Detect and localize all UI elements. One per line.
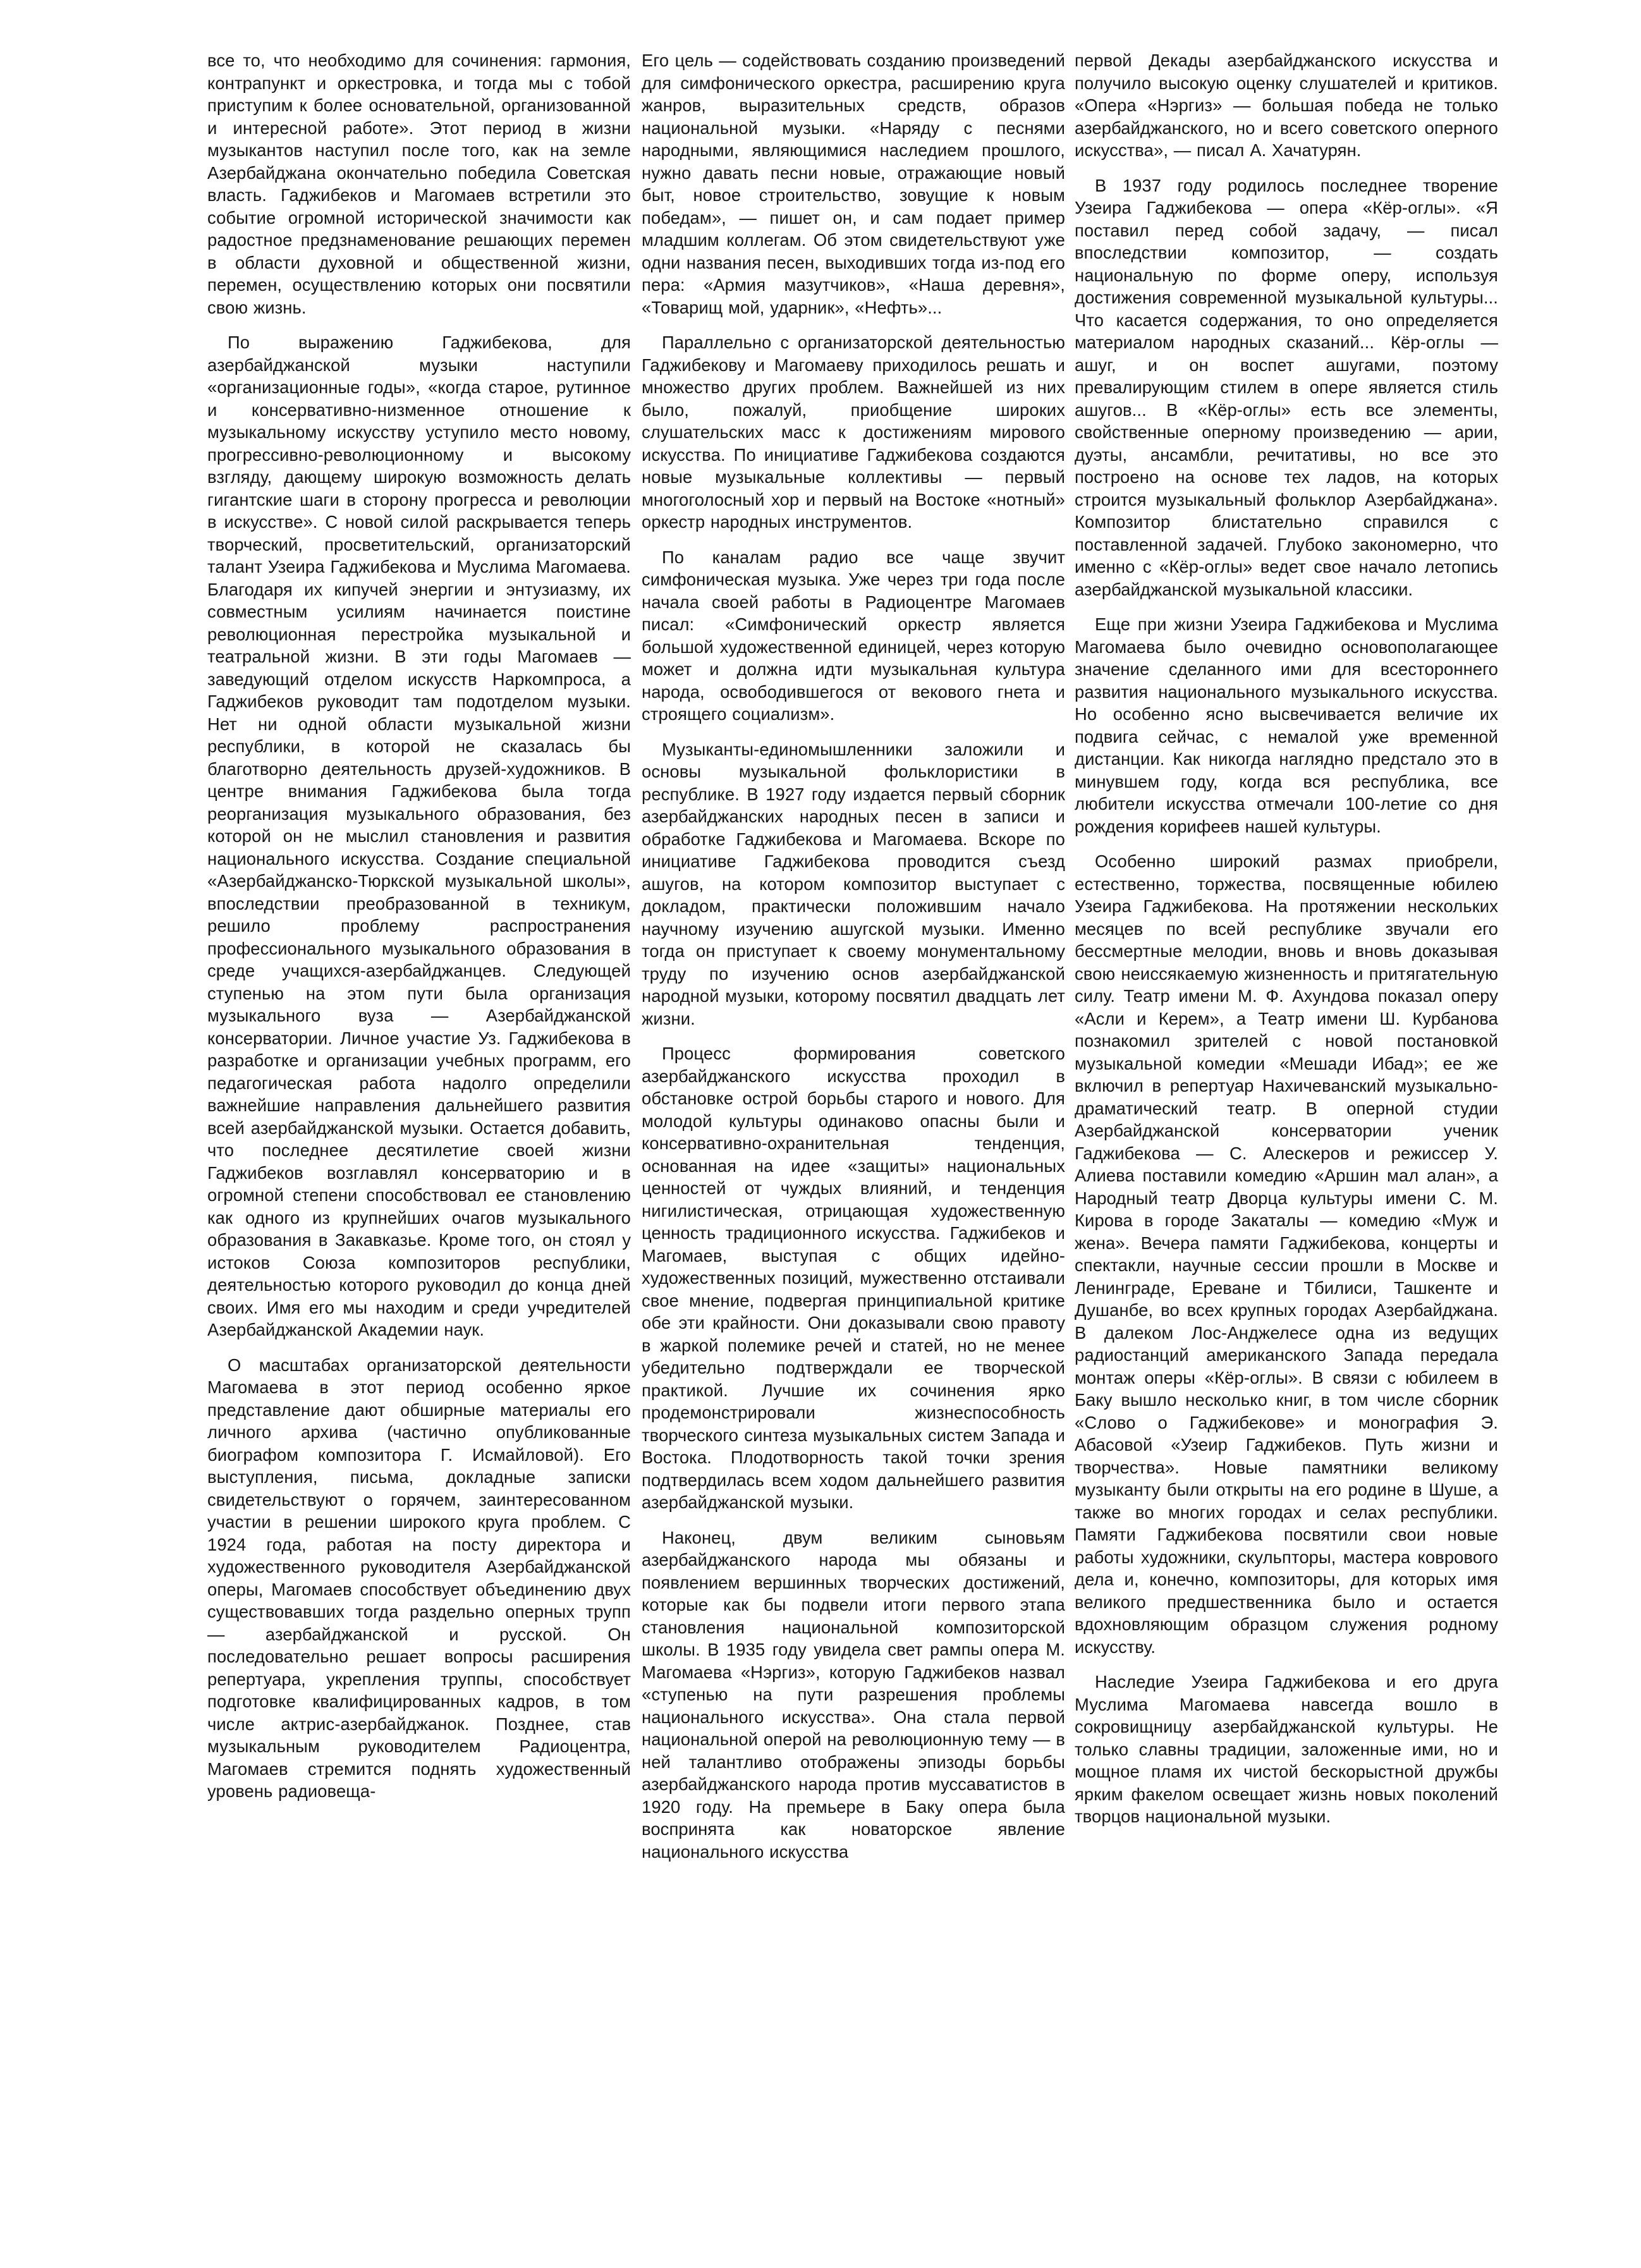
paragraph: По каналам радио все чаще звучит симфоническая музыка. Уже через три года после начала своей работы в Радиоцентре Магомаев писал: «Симфонический оркестр является большой художественной единицей, через которую может и должна идти музыкальная культура народа, освободившегося от векового гнета и строящего социализм».	[642, 547, 1065, 724]
paragraph: Наконец, двум великим сыновьям азербайджанского народа мы обязаны и появлением вершинных творческих достижений, которые как бы подвели итоги первого этапа становления национальной композиторской школы. В 1935 году увидела свет рампы опера М. Магомаева «Нэргиз», которую Гаджибеков назвал «ступенью на пути разрешения проблемы национального искусства». Она стала первой национальной оперой на революционную тему — в ней талантливо отображены эпизоды борьбы азербайджанского народа против муссаватистов в 1920 году. На премьере в Баку опера была воспринята как новаторское явление национального искусства	[642, 1527, 1065, 1862]
paragraph: Наследие Узеира Гаджибекова и его друга Муслима Магомаева навсегда вошло в сокровищницу азербайджанской культуры. Не только славны традиции, заложенные ими, но и мощное пламя их чистой бескорыстной дружбы ярким факелом освещает жизнь новых поколений творцов национальной музыки.	[1075, 1672, 1498, 1826]
paragraph: все то, что необходимо для сочинения: гармония, контрапункт и оркестровка, и тогда мы с тобой приступим к более основательной, организованной и интересной работе». Этот период в жизни музыкантов наступил после того, как на земле Азербайджана окончательно победила Советская власть. Гаджибеков и Магомаев встретили это событие огромной исторической значимости как радостное предзнаменование решающих перемен в области духовной и общественной жизни, перемен, осуществлению которых они посвятили свою жизнь.	[207, 51, 631, 317]
paragraph: В 1937 году родилось последнее творение Узеира Гаджибекова — опера «Кёр-оглы». «Я поставил перед собой задачу, — писал впоследствии композитор, — создать национальную по форме оперу, используя достижения современной музыкальной культуры... Что касается содержания, то оно определяется материалом народных сказаний... Кёр-оглы — ашуг, и он воспет ашугами, поэтому превалирующим стилем в опере является стиль ашугов... В «Кёр-оглы» есть все элементы, свойственные оперному произведению — арии, дуэты, ансамбли, речитативы, но все это построено на основе тех ладов, на которых строится музыкальный фольклор Азербайджана». Композитор блистательно справился с поставленной задачей. Глубоко закономерно, что именно с «Кёр-оглы» ведет свое начало летопись азербайджанской музыкальной классики.	[1075, 175, 1498, 599]
text-column-2	[642, 49, 1065, 2252]
text-column-3	[1075, 49, 1498, 2252]
paragraph: Процесс формирования советского азербайджанского искусства проходил в обстановке острой борьбы старого и нового. Для молодой культуры одинаково опасны были и консервативно-охранительная тенденция, основанная на идее «защиты» национальных ценностей от чуждых влияний, и тенденция нигилистическая, отрицающая художественную ценность традиционного искусства. Гаджибеков и Магомаев, выступая с общих идейно-художественных позиций, мужественно отстаивали свое мнение, подвергая принципиальной критике обе эти крайности. Они доказывали свою правоту в жаркой полемике речей и статей, но не менее убедительно подтверждали ее творческой практикой. Лучшие их сочинения ярко продемонстрировали жизнеспособность творческого синтеза музыкальных систем Запада и Востока. Плодотворность такой точки зрения подтвердилась всем ходом дальнейшего развития азербайджанской музыки.	[642, 1044, 1065, 1512]
paragraph: Еще при жизни Узеира Гаджибекова и Муслима Магомаева было очевидно основополагающее значение сделанного ими для всестороннего развития национального музыкального искусства. Но особенно ясно высвечивается величие их подвига сейчас, с немалой уже временной дистанции. Как никогда наглядно предстало это в минувшем году, когда вся республика, все любители искусства отмечали 100-летие со дня рождения корифеев нашей культуры.	[1075, 614, 1498, 836]
paragraph: По выражению Гаджибекова, для азербайджанской музыки наступили «организационные годы», «когда старое, рутинное и консервативно-низменное отношение к музыкальному искусству уступило место новому, прогрессивно-революционному и высокому взгляду, дающему широкую возможность делать гигантские шаги в сторону прогресса и революции в искусстве». С новой силой раскрывается теперь творческий, просветительский, организаторский талант Узеира Гаджибекова и Муслима Магомаева. Благодаря их кипучей энергии и энтузиазму, их совместным усилиям начинается поистине революционная перестройка музыкальной и театральной жизни. В эти годы Магомаев — заведующий отделом искусств Наркомпроса, а Гаджибеков руководит там подотделом музыки. Нет ни одной области музыкальной жизни республики, в которой не сказалась бы благотворно деятельность друзей-художников. В центре внимания Гаджибекова была тогда реорганизация музыкального образования, без которой он не мыслил становления и развития национального искусства. Создание специальной «Азербайджанско-Тюркской музыкальной школы», впоследствии преобразованной в техникум, решило проблему распространения профессионального музыкального образования в среде учащихся-азербайджанцев. Следующей ступенью на этом пути была организация музыкального вуза — Азербайджанской консерватории. Личное участие Уз. Гаджибекова в разработке и организации учебных программ, его педагогическая работа надолго определили важнейшие направления дальнейшего развития всей азербайджанской музыки. Остается добавить, что последнее десятилетие своей жизни Гаджибеков возглавлял консерваторию и в огромной степени способствовал ее становлению как одного из крупнейших очагов музыкального образования в Закавказье. Кроме того, он стоял у истоков Союза композиторов республики, деятельностью которого руководил до конца дней своих. Имя его мы находим и среди учредителей Азербайджанской Академии наук.	[207, 332, 631, 1339]
paragraph: Параллельно с организаторской деятельностью Гаджибекову и Магомаеву приходилось решать и множество других проблем. Важнейшей из них было, пожалуй, приобщение широких слушательских масс к достижениям мирового искусства. По инициативе Гаджибекова создаются новые музыкальные коллективы — первый многоголосный хор и первый на Востоке «нотный» оркестр народных инструментов.	[642, 332, 1065, 532]
text-column-1	[207, 49, 631, 2252]
paragraph: О масштабах организаторской деятельности Магомаева в этот период особенно яркое представление дают обширные материалы его личного архива (частично опубликованные биографом композитора Г. Исмайловой). Его выступления, письма, докладные записки свидетельствуют о горячем, заинтересованном участии в решении широкого круга проблем. С 1924 года, работая на посту директора и художественного руководителя Азербайджанской оперы, Магомаев способствует объединению двух существовавших тогда раздельно оперных трупп — азербайджанской и русской. Он последовательно решает вопросы расширения репертуара, укрепления труппы, способствует подготовке квалифицированных кадров, в том числе актрис-азербайджанок. Позднее, став музыкальным руководителем Радиоцентра, Магомаев стремится поднять художественный уровень радиовеща-	[207, 1355, 631, 1801]
paragraph: Его цель — содействовать созданию произведений для симфонического оркестра, расширению круга жанров, выразительных средств, образов национальной музыки. «Наряду с песнями народными, являющимися наследием прошлого, нужно давать песни новые, отражающие новый быт, новое строительство, зовущие к новым победам», — пишет он, и сам подает пример младшим коллегам. Об этом свидетельствуют уже одни названия песен, выходивших тогда из-под его пера: «Армия мазутчиков», «Наша деревня», «Товарищ мой, ударник», «Нефть»...	[642, 51, 1065, 317]
paragraph: первой Декады азербайджанского искусства и получило высокую оценку слушателей и критиков. «Опера «Нэргиз» — большая победа не только азербайджанского, но и всего советского оперного искусства», — писал А. Хачатурян.	[1075, 51, 1498, 160]
paragraph: Особенно широкий размах приобрели, естественно, торжества, посвященные юбилею Узеира Гаджибекова. На протяжении нескольких месяцев по всей республике звучали его бессмертные мелодии, вновь и вновь доказывая свою неиссякаемую жизненность и притягательную силу. Театр имени М. Ф. Ахундова показал оперу «Асли и Керем», а Театр имени Ш. Курбанова познакомил зрителей с новой постановкой музыкальной комедии «Мешади Ибад»; ее же включил в репертуар Нахичеванский музыкально-драматический театр. В оперной студии Азербайджанской консерватории ученик Гаджибекова — С. Алескеров и режиссер У. Алиева поставили комедию «Аршин мал алан», а Народный театр Дворца культуры имени С. М. Кирова в городе Закаталы — комедию «Муж и жена». Вечера памяти Гаджибекова, концерты и спектакли, научные сессии прошли в Москве и Ленинграде, Ереване и Тбилиси, Ташкенте и Душанбе, во всех крупных городах Азербайджана. В далеком Лос-Анджелесе одна из ведущих радиостанций американского Запада передала монтаж оперы «Кёр-оглы». В связи с юбилеем в Баку вышло несколько книг, в том числе сборник «Слово о Гаджибекове» и монография Э. Абасовой «Узеир Гаджибеков. Путь жизни и творчества». Новые памятники великому музыканту были открыты на его родине в Шуше, а также во многих городах и селах республики. Памяти Гаджибекова посвятили свои новые работы художники, скульпторы, мастера коврового дела и, конечно, композиторы, для которых имя великого предшественника было и остается вдохновляющим образцом служения родному искусству.	[1075, 851, 1498, 1657]
paragraph: Музыканты-единомышленники заложили и основы музыкальной фольклористики в республике. В 1927 году издается первый сборник азербайджанских народных песен в записи и обработке Гаджибекова и Магомаева. Вскоре по инициативе Гаджибекова проводится съезд ашугов, на котором композитор выступает с докладом, практически положившим начало научному изучению ашугской музыки. Именно тогда он приступает к своему монументальному труду по изучению основ азербайджанской народной музыки, которому посвятил двадцать лет жизни.	[642, 739, 1065, 1028]
